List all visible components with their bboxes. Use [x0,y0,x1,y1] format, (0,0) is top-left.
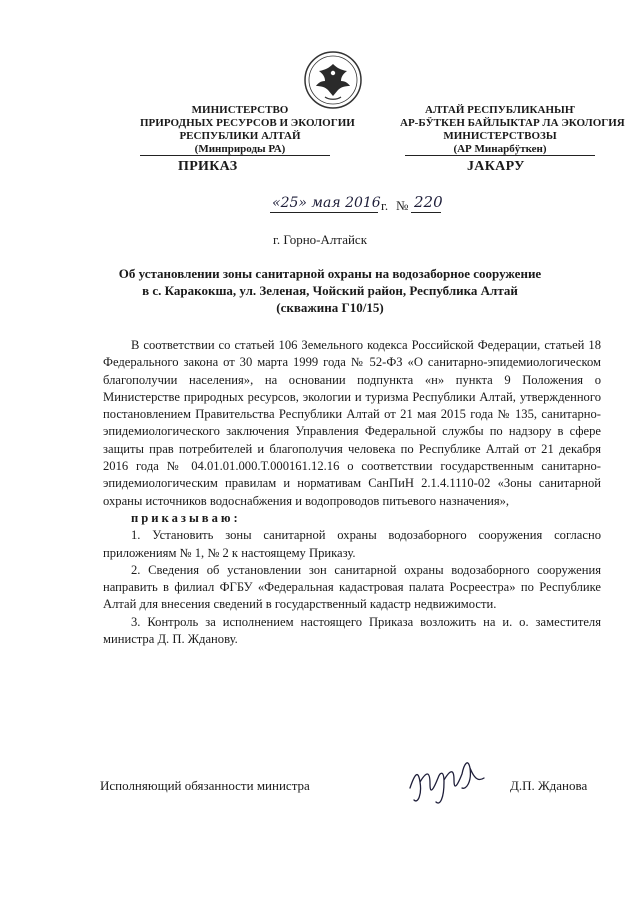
orders-word: приказываю: [131,510,241,525]
year-suffix: г. [381,198,389,213]
ministry-line-3: МИНИСТЕРСТВОЗЫ [443,130,557,142]
preamble-paragraph: В соответствии со статьей 106 Земельного кодекса Российской Федерации, статьей 18 Федерального закона от 30 марта 1999 года № 52-ФЗ «О санитарно-эпидемиологическом благополучии населения», на основании подпункта «н» пункта 9 Положения о Министерстве природных ресурсов, экологии и туризма Республики Алтай, утвержденного постановлением Правительства Республики Алтай от 21 мая 2015 года № 135, санитарно-эпидемиологического заключения Управления Федеральной службы по надзору в сфере защиты прав потребителей и благополучия человека по Республике Алтай от 21 декабря 2016 года № 04.01.01.000.Т.000161.12.16 о соответствии государственным санитарно-эпидемиологическим правилам и нормативам СанПиН 2.1.4.1110-02 «Зоны санитарной охраны источников водоснабжения и водопроводов питьевого назначения», [103,338,601,508]
signatory-position: Исполняющий обязанности министра [100,778,310,793]
signatory-name: Д.П. Жданова [510,778,588,793]
ministry-line-2: АР-БӰТКЕН БАЙЛЫКТАР ЛА ЭКОЛОГИЯ [400,117,625,129]
order-date: «25» мая 2016 [272,195,381,211]
header-divider-right [405,155,595,156]
ministry-line-3: РЕСПУБЛИКИ АЛТАЙ [179,130,301,142]
ministry-line-1: АЛТАЙ РЕСПУБЛИКАНЫҤ [425,104,575,116]
order-item-3: 3. Контроль за исполнением настоящего Приказа возложить на и. о. заместителя министра Д. П. Жданову. [103,614,601,647]
order-item-1: 1. Установить зоны санитарной охраны водозаборного сооружения согласно приложениям № 1, № 2 к настоящему Приказу. [103,528,601,560]
city-name: г. Горно-Алтайск [272,232,368,247]
ministry-short-name: (АР Минарбӱткен) [453,143,547,155]
ministry-line-2: ПРИРОДНЫХ РЕСУРСОВ И ЭКОЛОГИИ [140,117,355,129]
state-emblem-icon [303,50,363,110]
subject-line-2: в с. Каракокша, ул. Зеленая, Чойский район, Республика Алтай [142,283,518,298]
ministry-line-1: МИНИСТЕРСТВО [191,104,289,116]
subject-line-3: (скважина Г10/15) [276,300,384,315]
number-sign: № [396,198,409,213]
order-item-2: 2. Сведения об установлении зон санитарной охраны водозаборного сооружения направить в филиал ФГБУ «Федеральная кадастровая палата Росреестра» по Республике Алтай для внесения сведений в государственный кадастр недвижимости. [103,562,601,612]
order-number: 220 [414,193,443,211]
handwritten-signature-icon [400,748,500,808]
subject-line-1: Об установлении зоны санитарной охраны на водозаборное сооружение [118,266,542,281]
ministry-header-altai [400,104,625,156]
order-title-altai: ЈАКАРУ [467,159,525,174]
order-title-russian: ПРИКАЗ [178,159,238,174]
order-body [103,337,601,648]
number-underline [411,212,441,213]
ministry-short-name: (Минприроды РА) [194,143,286,155]
date-underline [270,212,378,213]
header-divider-left [140,155,330,156]
ministry-header-russian [140,104,355,156]
order-subject [100,265,560,316]
